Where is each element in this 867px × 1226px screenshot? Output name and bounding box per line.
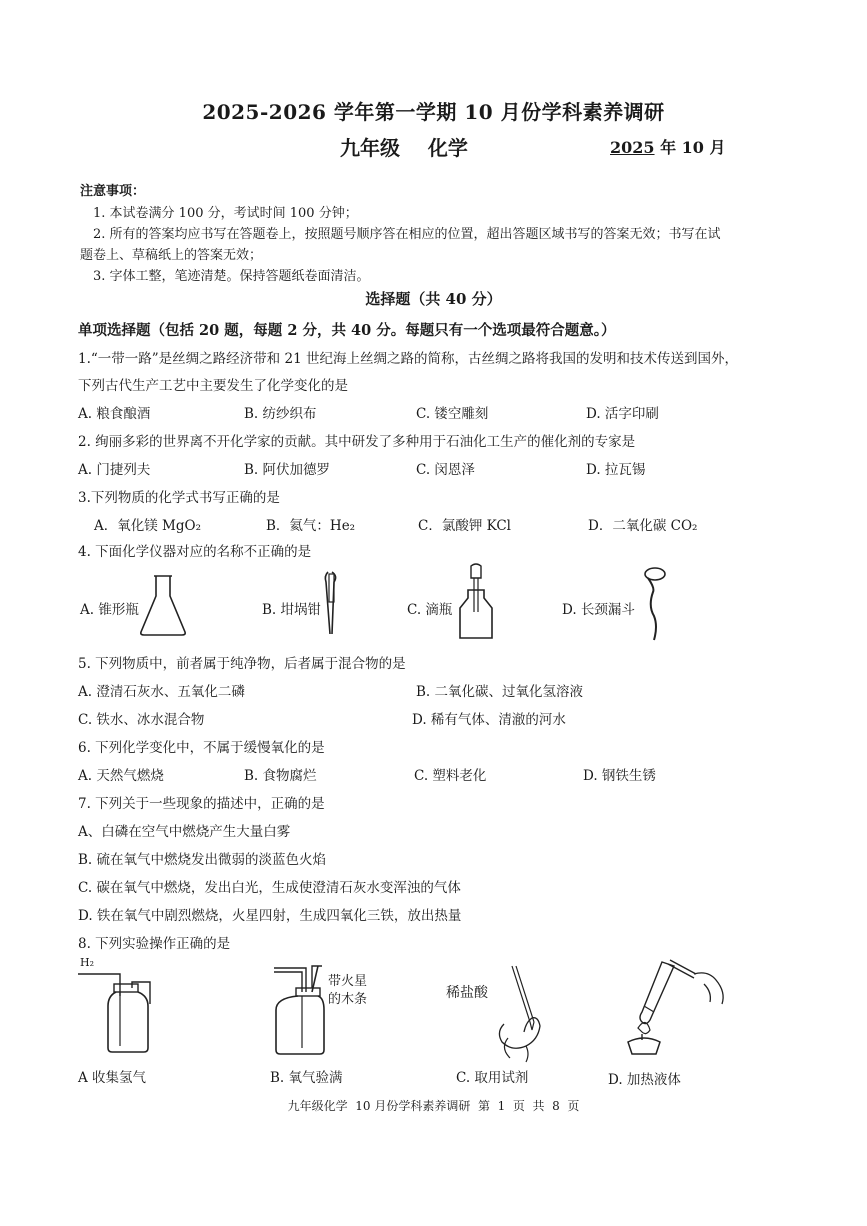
q3-option-b: B．氦气：He₂ <box>266 518 356 534</box>
q2-option-d: D. 拉瓦锡 <box>586 462 646 478</box>
q7-option-a: A、白磷在空气中燃烧产生大量白雾 <box>78 824 291 840</box>
q8-stem: 8. 下列实验操作正确的是 <box>78 936 231 952</box>
q1-stem-line2: 下列古代生产工艺中主要发生了化学变化的是 <box>78 378 348 394</box>
crucible-tongs-icon <box>318 568 348 638</box>
dropper-bottle-icon <box>456 564 496 642</box>
q4-stem: 4. 下面化学仪器对应的名称不正确的是 <box>78 544 312 560</box>
section-title: 选择题（共 40 分） <box>365 290 502 308</box>
note-item-1: 1. 本试卷满分 100 分，考试时间 100 分钟； <box>93 206 358 221</box>
q8-option-b: B. 氧气验满 <box>270 1070 343 1086</box>
dropper-hand-icon <box>486 962 556 1066</box>
q5-option-a: A. 澄清石灰水、五氧化二磷 <box>78 684 245 700</box>
q3-option-d: D．二氧化碳 CO₂ <box>588 518 698 534</box>
q5-option-b: B. 二氧化碳、过氧化氢溶液 <box>416 684 584 700</box>
q4-option-b: B. 坩埚钳 <box>262 602 322 618</box>
q7-option-d: D. 铁在氧气中剧烈燃烧，火星四射，生成四氧化三铁，放出热量 <box>78 908 462 924</box>
q8-option-a: A 收集氢气 <box>78 1070 147 1086</box>
q7-option-b: B. 硫在氧气中燃烧发出微弱的淡蓝色火焰 <box>78 852 327 868</box>
q1-option-d: D. 活字印刷 <box>586 406 659 422</box>
exam-date <box>610 135 726 158</box>
q7-option-c: C. 碳在氧气中燃烧，发出白光，生成使澄清石灰水变浑浊的气体 <box>78 880 461 896</box>
note-item-3: 3. 字体工整，笔迹清楚。保持答题纸卷面清洁。 <box>93 269 370 284</box>
q5-option-d: D. 稀有气体、清澈的河水 <box>412 712 566 728</box>
note-item-2-cont: 题卷上、草稿纸上的答案无效； <box>80 248 263 263</box>
q7-stem: 7. 下列关于一些现象的描述中，正确的是 <box>78 796 325 812</box>
q8-option-c: C. 取用试剂 <box>456 1070 529 1086</box>
q6-option-d: D. 钢铁生锈 <box>583 768 656 784</box>
q3-option-c: C．氯酸钾 KCl <box>418 518 511 534</box>
q2-option-b: B. 阿伏加德罗 <box>244 462 331 478</box>
hydrochloric-acid-label: 稀盐酸 <box>446 985 488 1001</box>
glowing-stick-label-2: 的木条 <box>328 992 368 1007</box>
q6-option-a: A. 天然气燃烧 <box>78 768 164 784</box>
q2-stem: 2. 绚丽多彩的世界离不开化学家的贡献。其中研发了多种用于石油化工生产的催化剂的专家是 <box>78 434 636 450</box>
exam-title: 2025-2026 学年第一学期 10 月份学科素养调研 <box>202 100 665 124</box>
page-footer: 九年级化学 10 月份学科素养调研 第 1 页 共 8 页 <box>287 1099 580 1113</box>
date-year: 2025 <box>610 138 655 157</box>
conical-flask-icon <box>138 572 188 638</box>
gas-collection-bottle-icon <box>76 966 156 1056</box>
q1-option-b: B. 纺纱织布 <box>244 406 317 422</box>
date-month: 年 10 月 <box>654 138 726 157</box>
q1-option-a: A. 粮食酿酒 <box>78 406 151 422</box>
q5-option-c: C. 铁水、冰水混合物 <box>78 712 205 728</box>
heating-test-tube-icon <box>616 956 736 1068</box>
q5-stem: 5. 下列物质中，前者属于纯净物，后者属于混合物的是 <box>78 656 406 672</box>
q6-option-b: B. 食物腐烂 <box>244 768 317 784</box>
q3-stem: 3.下列物质的化学式书写正确的是 <box>78 490 280 506</box>
q6-option-c: C. 塑料老化 <box>414 768 487 784</box>
q2-option-c: C. 闵恩泽 <box>416 462 475 478</box>
q3-option-a: A．氧化镁 MgO₂ <box>94 518 201 534</box>
glowing-stick-label-1: 带火星 <box>328 974 368 989</box>
long-neck-funnel-icon <box>640 566 670 644</box>
q4-option-d: D. 长颈漏斗 <box>562 602 635 618</box>
section-instruction: 单项选择题（包括 20 题，每题 2 分，共 40 分。每题只有一个选项最符合题意。） <box>78 322 616 339</box>
note-item-2: 2. 所有的答案均应书写在答题卷上，按照题号顺序答在相应的位置，超出答题区域书写的答案无效；书写在试 <box>93 227 721 242</box>
q2-option-a: A. 门捷列夫 <box>78 462 151 478</box>
grade-subject: 九年级 化学 <box>340 136 468 160</box>
q4-option-c: C. 滴瓶 <box>407 602 453 618</box>
q8-option-d: D. 加热液体 <box>608 1072 681 1088</box>
q6-stem: 6. 下列化学变化中，不属于缓慢氧化的是 <box>78 740 325 756</box>
q1-stem-line1: 1.“一带一路”是丝绸之路经济带和 21 世纪海上丝绸之路的简称，古丝绸之路将我国的发明和技术传送到国外， <box>78 351 738 367</box>
q4-option-a: A. 锥形瓶 <box>80 602 139 618</box>
h2-label: H₂ <box>80 956 95 969</box>
q1-option-c: C. 镂空雕刻 <box>416 406 489 422</box>
notes-heading: 注意事项： <box>80 184 146 199</box>
